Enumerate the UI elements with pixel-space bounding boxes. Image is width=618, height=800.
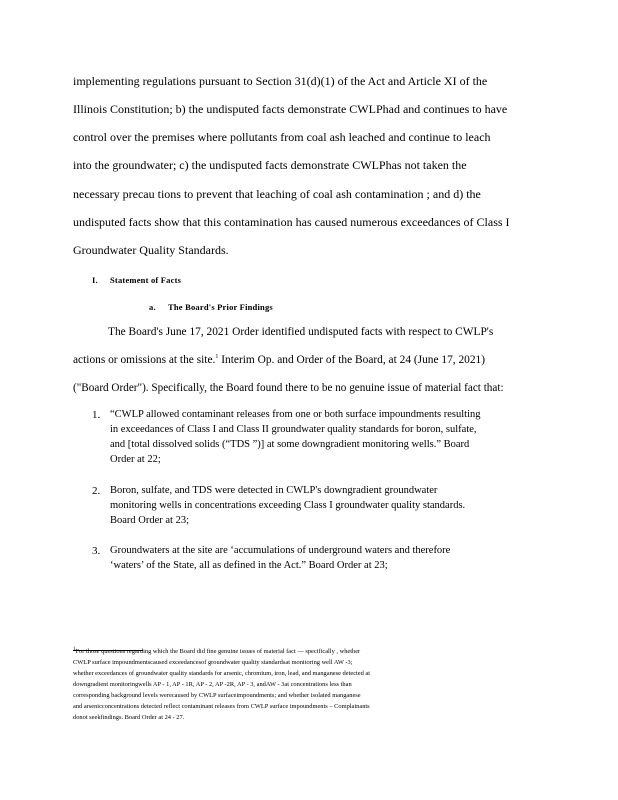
list-item-number: 1. [92, 409, 101, 421]
body-line: into the groundwater; c) the undisputed facts demonstrate CWLPhas not taken the [73, 158, 467, 172]
list-item-line: Boron, sulfate, and TDS were detected in CWLP's downgradient groundwater [110, 485, 438, 496]
list-item-line: Groundwaters at the site are ‘accumulations of underground waters and therefore [110, 545, 451, 556]
list-item-line: ‘waters’ of the State, all as defined in the Act.” Board Order at 23; [110, 560, 388, 571]
footnote-line: whether exceedances of groundwater quality standards for arsenic, chromium, iron, lead, and manganese detected at [73, 670, 371, 677]
body-line: undisputed facts show that this contamination has caused numerous exceedances of Class I [73, 215, 510, 229]
footnote-line: CWLP surface impoundmentscaused exceedancesof groundwater quality standardsat monitoring well AW -3; [73, 659, 353, 666]
body-line: implementing regulations pursuant to Section 31(d)(1) of the Act and Article XI of the [73, 74, 488, 88]
body-line: necessary precau tions to prevent that leaching of coal ash contamination ; and d) the [73, 187, 481, 201]
list-item-number: 3. [92, 545, 101, 557]
para-line-segment: Interim Op. and Order of the Board, at 24 (June 17, 2021) [221, 354, 486, 366]
footnote-text: For those questions regarding which the Board did fine genuine issues of material fact — specifically , whether [75, 648, 361, 655]
body-line: Illinois Constitution; b) the undisputed facts demonstrate CWLPhad and continues to have [73, 102, 508, 116]
footnote-marker: 1 [73, 646, 76, 652]
para-line: The Board's June 17, 2021 Order identified undisputed facts with respect to CWLP's [108, 326, 494, 338]
list-item-line: in exceedances of Class I and Class II groundwater quality standards for boron, sulfate, [110, 424, 477, 435]
list-item-line: monitoring wells in concentrations exceeding Class I groundwater quality standards. [110, 500, 466, 511]
body-line: control over the premises where pollutants from coal ash leached and continue to leach [73, 130, 491, 144]
para-line [73, 354, 485, 366]
footnote-line: corresponding background levels werecaused by CWLP surfaceimpoundments; and whether isolated manganese [73, 692, 361, 699]
para-line: ("Board Order"). Specifically, the Board found there to be no genuine issue of material fact that: [73, 382, 504, 394]
list-item-line: and [total dissolved solids (“TDS ”)] at some downgradient monitoring wells.” Board [110, 439, 470, 450]
subsection-heading: The Board's Prior Findings [168, 302, 273, 312]
footnote-line: donot seekfindings. Board Order at 24 - 27. [73, 714, 185, 721]
body-line: Groundwater Quality Standards. [73, 243, 229, 257]
subsection-letter: a. [149, 302, 156, 312]
list-item-line: Order at 22; [110, 454, 161, 465]
footnote-line: and arsenicconcentrations detected reflect contaminant releases from CWLP surface impoundments – Complainants [73, 703, 370, 710]
footnote-reference[interactable]: 1 [215, 354, 219, 361]
footnote-line: downgradient monitoringwells AP - 1, AP - 1R, AP - 2, AP -2R, AP - 3, andAW - 3at concentrations less than [73, 681, 352, 688]
section-heading: Statement of Facts [110, 275, 182, 285]
list-item-line: Board Order at 23; [110, 515, 190, 526]
footnote-line [73, 648, 360, 655]
list-item-line: “CWLP allowed contaminant releases from one or both surface impoundments resulting [110, 409, 481, 420]
list-item-number: 2. [92, 485, 101, 497]
section-numeral: I. [92, 275, 98, 285]
para-line-segment: actions or omissions at the site. [73, 354, 216, 366]
